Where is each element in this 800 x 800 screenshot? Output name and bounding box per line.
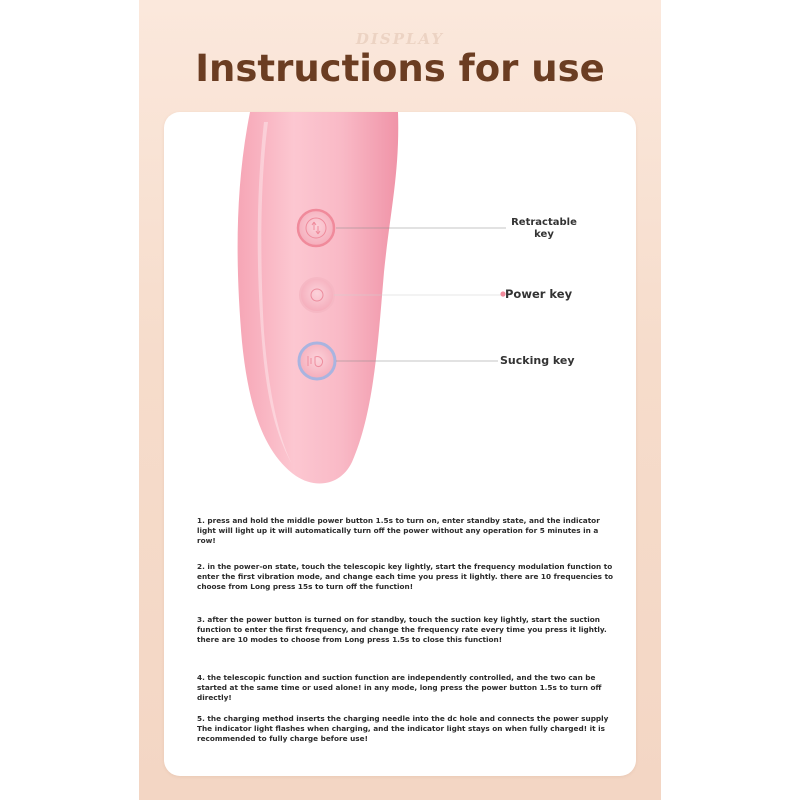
instruction-card [164,112,636,776]
instruction-step-5: 5. the charging method inserts the charging needle into the dc hole and connects the power supply The indicator light flashes when charging, and the indicator light stays on when fully charged! it is recommended to fully charge before use! [197,714,609,743]
sucking-key-label: Sucking key [500,354,575,367]
page-title: Instructions for use [195,47,605,90]
device-illustration [164,112,636,512]
instruction-step-2: 2. in the power-on state, touch the telescopic key lightly, start the frequency modulation function to enter the first vibration mode, and change each time you press it lightly. there are 10 frequencies to choose from Long press 15s to turn off the function! [197,562,614,591]
sucking-key[interactable] [299,343,335,379]
retractable-key-label: Retractable key [511,217,577,240]
power-key[interactable] [300,278,334,312]
instruction-step-3: 3. after the power button is turned on for standby, touch the suction key lightly, start the suction function to enter the first frequency, and change the frequency rate every time you press it lightly. there are 10 modes to choose from Long press 1.5s to close this function! [197,615,607,644]
power-key-label: Power key [505,287,573,301]
instruction-step-1: 1. press and hold the middle power button 1.5s to turn on, enter standby state, and the indicator light will light up it will automatically turn off the power without any operation for 5 minutes in a row! [197,516,600,545]
display-word: DISPLAY [355,30,445,48]
retractable-key[interactable] [298,210,334,246]
instruction-step-4: 4. the telescopic function and suction function are independently controlled, and the two can be started at the same time or used alone! in any mode, long press the power button 1.5s to turn off directly! [197,673,602,702]
